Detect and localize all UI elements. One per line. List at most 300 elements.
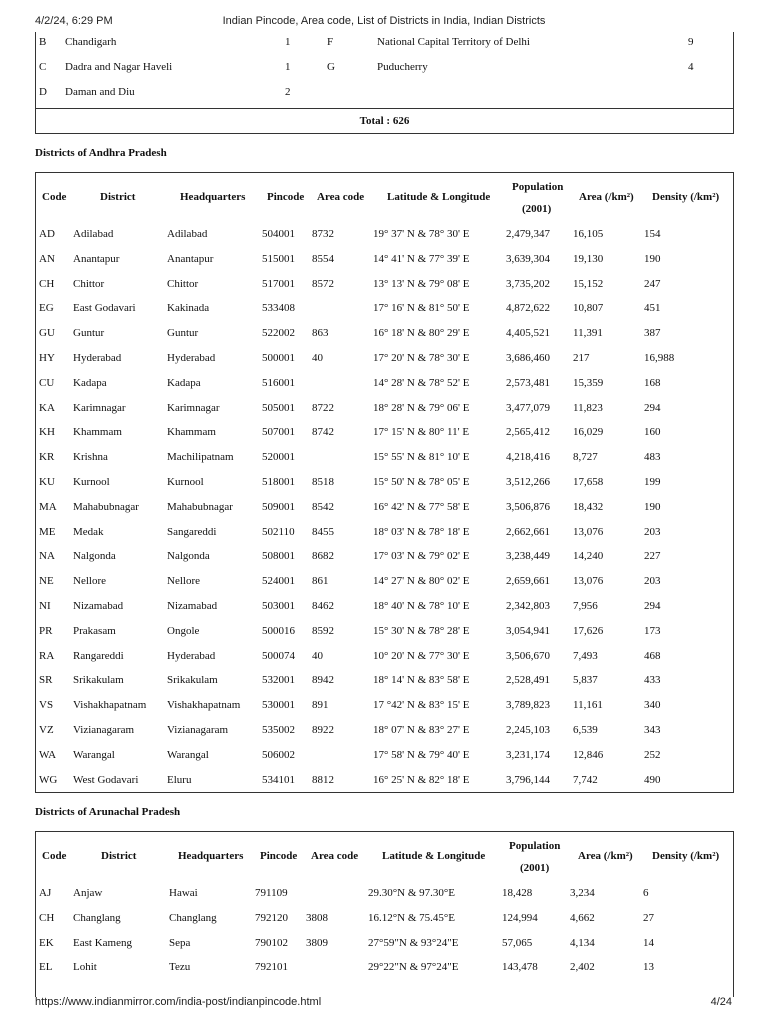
district-area: 13,076 — [573, 525, 604, 538]
table-row — [36, 620, 733, 644]
district-density: 154 — [644, 228, 661, 240]
district-area: 3,234 — [570, 887, 595, 899]
district-lat-long: 17° 16' N & 81° 50' E — [373, 302, 470, 315]
district-area: 7,493 — [573, 649, 598, 662]
district-name: Krishna — [73, 451, 108, 464]
summary-count: 4 — [688, 61, 694, 73]
district-population: 3,506,670 — [506, 649, 550, 662]
district-population: 3,789,823 — [506, 699, 550, 712]
col-header-headquarters: Headquarters — [180, 191, 246, 203]
district-code: NA — [39, 550, 55, 563]
table-row — [36, 545, 733, 569]
district-headquarters: Ongole — [167, 624, 200, 637]
district-population: 3,477,079 — [506, 401, 550, 414]
district-area: 8,727 — [573, 451, 598, 464]
district-population: 2,342,803 — [506, 600, 550, 612]
summary-count: 1 — [285, 61, 291, 73]
district-population: 2,245,103 — [506, 724, 550, 736]
district-area-code: 8572 — [312, 277, 334, 290]
table-row — [36, 82, 733, 106]
table-row — [36, 347, 733, 371]
district-area-code: 8592 — [312, 624, 334, 637]
district-lat-long: 14° 41' N & 77° 39' E — [373, 252, 470, 265]
district-lat-long: 17° 58' N & 79° 40' E — [373, 748, 470, 761]
district-area: 2,402 — [570, 961, 595, 974]
district-code: GU — [39, 327, 55, 340]
district-lat-long: 16.12°N & 75.45°E — [368, 911, 456, 924]
district-area-code: 40 — [312, 649, 323, 662]
district-code: VZ — [39, 724, 54, 736]
district-code: EK — [39, 936, 54, 949]
district-pincode: 790102 — [255, 936, 288, 949]
district-headquarters: Vishakhapatnam — [167, 699, 241, 712]
district-headquarters: Khammam — [167, 426, 216, 439]
district-headquarters: Machilipatnam — [167, 451, 234, 464]
district-population: 2,659,661 — [506, 575, 550, 588]
district-code: EG — [39, 302, 54, 315]
district-pincode: 509001 — [262, 500, 295, 513]
district-pincode: 507001 — [262, 426, 295, 439]
district-lat-long: 17° 15' N & 80° 11' E — [373, 426, 470, 439]
district-area: 217 — [573, 352, 590, 364]
district-area: 16,105 — [573, 228, 604, 240]
district-area-code: 8732 — [312, 228, 334, 240]
district-population: 18,428 — [502, 887, 533, 899]
district-lat-long: 15° 55' N & 81° 10' E — [373, 451, 470, 464]
table-row — [36, 446, 733, 470]
col-header-density: Density (/km²) — [652, 850, 720, 862]
district-headquarters: Nizamabad — [167, 600, 218, 612]
district-code: MA — [39, 500, 57, 513]
district-headquarters: Tezu — [169, 961, 191, 974]
district-headquarters: Kurnool — [167, 476, 204, 488]
district-pincode: 500001 — [262, 352, 295, 364]
district-headquarters: Anantapur — [167, 252, 214, 265]
summary-total: Total : 626 — [36, 108, 733, 133]
summary-count: 1 — [285, 36, 291, 48]
district-area-code: 8812 — [312, 773, 334, 786]
district-area-code: 8542 — [312, 500, 334, 513]
district-area-code: 3808 — [306, 911, 328, 924]
district-code: AD — [39, 228, 55, 240]
district-code: SR — [39, 674, 53, 687]
summary-count: 2 — [285, 86, 291, 98]
district-area-code: 8942 — [312, 674, 334, 687]
district-population: 3,231,174 — [506, 748, 550, 761]
district-headquarters: Warangal — [167, 748, 209, 761]
print-title: Indian Pincode, Area code, List of Districts in India, Indian Districts — [222, 15, 546, 27]
col-header-district: District — [100, 191, 136, 203]
district-headquarters: Hawai — [169, 887, 198, 899]
district-lat-long: 17 °42' N & 83° 15' E — [373, 699, 470, 712]
district-name: Srikakulam — [73, 674, 124, 687]
district-code: RA — [39, 649, 55, 662]
table-row — [36, 297, 733, 321]
district-area: 7,956 — [573, 600, 598, 612]
district-name: Kurnool — [73, 476, 110, 488]
col-header-code: Code — [42, 191, 67, 203]
district-headquarters: Eluru — [167, 773, 192, 786]
district-headquarters: Vizianagaram — [167, 724, 229, 736]
district-lat-long: 18° 14' N & 83° 58' E — [373, 674, 470, 687]
district-headquarters: Srikakulam — [167, 674, 218, 687]
district-code: VS — [39, 699, 54, 712]
district-name: Warangal — [73, 748, 115, 761]
district-headquarters: Nalgonda — [167, 550, 210, 563]
district-pincode: 535002 — [262, 724, 295, 736]
district-area: 4,662 — [570, 911, 595, 924]
district-lat-long: 18° 07' N & 83° 27' E — [373, 724, 470, 736]
district-name: East Godavari — [73, 302, 136, 315]
district-area-code: 8722 — [312, 401, 334, 414]
table-row — [36, 521, 733, 545]
district-name: Changlang — [73, 911, 121, 924]
district-name: East Kameng — [73, 936, 132, 949]
arunachal-section-title: Districts of Arunachal Pradesh — [35, 806, 181, 818]
col-header-population-year: (2001) — [520, 862, 550, 874]
district-headquarters: Hyderabad — [167, 352, 216, 364]
col-header-area: Area (/km²) — [578, 850, 633, 862]
district-lat-long: 15° 50' N & 78° 05' E — [373, 476, 470, 488]
district-lat-long: 15° 30' N & 78° 28' E — [373, 624, 470, 637]
district-population: 143,478 — [502, 961, 538, 974]
district-density: 387 — [644, 327, 661, 340]
district-code: NI — [39, 600, 51, 612]
district-lat-long: 18° 03' N & 78° 18' E — [373, 525, 470, 538]
district-area-code: 8554 — [312, 252, 334, 265]
district-pincode: 516001 — [262, 376, 295, 389]
district-code: PR — [39, 624, 53, 637]
district-name: Anjaw — [73, 887, 103, 899]
district-lat-long: 16° 18' N & 80° 29' E — [373, 327, 470, 340]
district-area-code: 40 — [312, 352, 323, 364]
col-header-code: Code — [42, 850, 67, 862]
summary-code: G — [327, 61, 335, 73]
district-density: 13 — [643, 961, 654, 974]
district-pincode: 508001 — [262, 550, 295, 563]
district-density: 190 — [644, 500, 661, 513]
district-lat-long: 19° 37' N & 78° 30' E — [373, 228, 470, 240]
summary-code: B — [39, 36, 47, 48]
district-lat-long: 29.30°N & 97.30°E — [368, 887, 456, 899]
district-code: AN — [39, 252, 55, 265]
district-lat-long: 13° 13' N & 79° 08' E — [373, 277, 470, 290]
district-pincode: 792120 — [255, 911, 288, 924]
district-name: Chittor — [73, 277, 105, 290]
district-name: Adilabad — [73, 228, 114, 240]
table-row — [36, 956, 733, 980]
summary-code: F — [327, 36, 334, 48]
district-lat-long: 16° 42' N & 77° 58' E — [373, 500, 470, 513]
table-row — [36, 32, 733, 56]
district-name: Vishakhapatnam — [73, 699, 147, 712]
district-area: 7,742 — [573, 773, 598, 786]
district-area-code: 861 — [312, 575, 329, 588]
district-density: 343 — [644, 724, 661, 736]
district-pincode: 515001 — [262, 252, 295, 265]
district-pincode: 506002 — [262, 748, 295, 761]
district-area-code: 863 — [312, 327, 329, 340]
district-name: Vizianagaram — [73, 724, 135, 736]
district-name: Nalgonda — [73, 550, 116, 563]
district-code: KR — [39, 451, 55, 464]
summary-name: National Capital Territory of Delhi — [377, 36, 530, 48]
district-area: 14,240 — [573, 550, 604, 563]
table-row — [36, 882, 733, 906]
district-area: 17,658 — [573, 476, 604, 488]
district-area-code: 8455 — [312, 525, 334, 538]
col-header-population-year: (2001) — [522, 203, 552, 215]
district-area: 19,130 — [573, 252, 604, 265]
district-density: 227 — [644, 550, 661, 563]
district-density: 190 — [644, 252, 661, 265]
district-name: West Godavari — [73, 773, 139, 786]
col-header-area-code: Area code — [317, 191, 365, 203]
print-page-number: 4/24 — [710, 996, 732, 1008]
col-header-population: Population — [512, 181, 564, 193]
table-row — [36, 223, 733, 247]
table-row — [36, 57, 733, 81]
district-density: 483 — [644, 451, 661, 464]
district-population: 3,512,266 — [506, 476, 550, 488]
district-pincode: 792101 — [255, 961, 288, 974]
district-population: 3,735,202 — [506, 277, 550, 290]
table-row — [36, 907, 733, 931]
table-row — [36, 669, 733, 693]
district-pincode: 533408 — [262, 302, 295, 315]
district-pincode: 502110 — [262, 525, 295, 538]
district-density: 14 — [643, 936, 654, 949]
district-pincode: 500016 — [262, 624, 295, 637]
summary-name: Puducherry — [377, 61, 428, 73]
district-area-code: 891 — [312, 699, 329, 712]
summary-name: Daman and Diu — [65, 86, 135, 98]
district-density: 203 — [644, 525, 661, 538]
district-population: 3,639,304 — [506, 252, 550, 265]
district-name: Khammam — [73, 426, 122, 439]
summary-name: Chandigarh — [65, 36, 117, 48]
col-header-area-code: Area code — [311, 850, 359, 862]
district-lat-long: 29°22"N & 97°24"E — [368, 961, 459, 974]
district-code: KH — [39, 426, 55, 439]
district-population: 3,796,144 — [506, 773, 550, 786]
district-lat-long: 18° 28' N & 79° 06' E — [373, 401, 470, 414]
district-name: Mahabubnagar — [73, 500, 139, 513]
table-row — [36, 273, 733, 297]
table-row — [36, 694, 733, 718]
table-row — [36, 397, 733, 421]
district-name: Nizamabad — [73, 600, 124, 612]
table-row — [36, 744, 733, 768]
col-header-lat-long: Latitude & Longitude — [382, 850, 486, 862]
district-code: WA — [39, 748, 57, 761]
district-area: 13,076 — [573, 575, 604, 588]
district-headquarters: Changlang — [169, 911, 217, 924]
district-lat-long: 18° 40' N & 78° 10' E — [373, 600, 470, 612]
col-header-pincode: Pincode — [260, 850, 298, 862]
district-lat-long: 16° 25' N & 82° 18' E — [373, 773, 470, 786]
district-code: ME — [39, 525, 56, 538]
arunachal-districts-table — [35, 831, 734, 997]
district-density: 294 — [644, 600, 661, 612]
district-code: HY — [39, 352, 55, 364]
district-code: CH — [39, 911, 55, 924]
summary-table — [35, 32, 734, 134]
district-density: 168 — [644, 376, 661, 389]
district-name: Medak — [73, 525, 104, 538]
district-code: CU — [39, 376, 55, 389]
print-datetime: 4/2/24, 6:29 PM — [35, 15, 113, 27]
district-area: 17,626 — [573, 624, 604, 637]
district-density: 252 — [644, 748, 661, 761]
district-pincode: 532001 — [262, 674, 295, 687]
district-density: 340 — [644, 699, 661, 712]
district-density: 173 — [644, 624, 661, 637]
district-area: 10,807 — [573, 302, 604, 315]
district-headquarters: Mahabubnagar — [167, 500, 233, 513]
district-area: 6,539 — [573, 724, 598, 736]
district-area: 11,161 — [573, 699, 603, 712]
district-pincode: 791109 — [255, 887, 288, 899]
district-area-code: 8518 — [312, 476, 334, 488]
district-headquarters: Chittor — [167, 277, 199, 290]
col-header-headquarters: Headquarters — [178, 850, 244, 862]
district-pincode: 518001 — [262, 476, 295, 488]
district-lat-long: 17° 03' N & 79° 02' E — [373, 550, 470, 563]
table-row — [36, 248, 733, 272]
district-population: 3,054,941 — [506, 624, 550, 637]
district-density: 160 — [644, 426, 661, 439]
district-pincode: 517001 — [262, 277, 295, 290]
district-density: 451 — [644, 302, 661, 315]
summary-code: C — [39, 61, 47, 73]
district-population: 3,686,460 — [506, 352, 550, 364]
district-name: Nellore — [73, 575, 106, 588]
district-lat-long: 27°59"N & 93°24"E — [368, 936, 459, 949]
andhra-districts-table — [35, 172, 734, 793]
district-density: 203 — [644, 575, 661, 588]
district-population: 2,528,491 — [506, 674, 550, 687]
district-headquarters: Hyderabad — [167, 649, 216, 662]
district-code: EL — [39, 961, 53, 974]
district-population: 2,573,481 — [506, 376, 550, 389]
district-population: 4,218,416 — [506, 451, 550, 464]
district-area-code: 8922 — [312, 724, 334, 736]
summary-count: 9 — [688, 36, 694, 48]
table-row — [36, 421, 733, 445]
district-density: 6 — [643, 887, 649, 899]
district-lat-long: 17° 20' N & 78° 30' E — [373, 352, 470, 364]
district-area: 15,359 — [573, 376, 604, 389]
district-lat-long: 14° 28' N & 78° 52' E — [373, 376, 470, 389]
summary-name: Dadra and Nagar Haveli — [65, 61, 173, 73]
district-pincode: 530001 — [262, 699, 295, 712]
district-population: 3,506,876 — [506, 500, 550, 513]
district-name: Prakasam — [73, 624, 116, 637]
district-area: 15,152 — [573, 277, 604, 290]
table-row — [36, 719, 733, 743]
col-header-area: Area (/km²) — [579, 191, 634, 203]
district-area-code: 3809 — [306, 936, 328, 949]
district-population: 2,565,412 — [506, 426, 550, 439]
district-area: 11,391 — [573, 327, 603, 340]
district-area: 16,029 — [573, 426, 604, 439]
district-density: 16,988 — [644, 352, 675, 364]
district-headquarters: Guntur — [167, 327, 199, 340]
table-row — [36, 932, 733, 956]
district-density: 490 — [644, 773, 661, 786]
district-headquarters: Kadapa — [167, 376, 201, 389]
district-pincode: 500074 — [262, 649, 295, 662]
district-name: Guntur — [73, 327, 105, 340]
district-name: Anantapur — [73, 252, 120, 265]
district-area-code: 8682 — [312, 550, 334, 563]
district-name: Lohit — [73, 961, 97, 974]
district-density: 294 — [644, 401, 661, 414]
table-row — [36, 496, 733, 520]
table-row — [36, 322, 733, 346]
district-code: CH — [39, 277, 55, 290]
table-row — [36, 769, 733, 793]
district-pincode: 504001 — [262, 228, 295, 240]
district-lat-long: 10° 20' N & 77° 30' E — [373, 649, 470, 662]
district-pincode: 505001 — [262, 401, 295, 414]
district-name: Hyderabad — [73, 352, 122, 364]
district-name: Rangareddi — [73, 649, 124, 662]
district-density: 468 — [644, 649, 661, 662]
district-area: 11,823 — [573, 401, 603, 414]
district-density: 247 — [644, 277, 661, 290]
district-pincode: 503001 — [262, 600, 295, 612]
district-headquarters: Sangareddi — [167, 525, 217, 538]
col-header-lat-long: Latitude & Longitude — [387, 191, 491, 203]
table-row — [36, 471, 733, 495]
district-pincode: 524001 — [262, 575, 295, 588]
district-area: 5,837 — [573, 674, 598, 687]
table-row — [36, 570, 733, 594]
district-area: 4,134 — [570, 936, 595, 949]
district-population: 124,994 — [502, 911, 538, 924]
district-population: 4,405,521 — [506, 327, 550, 340]
col-header-district: District — [101, 850, 137, 862]
district-name: Karimnagar — [73, 401, 126, 414]
district-density: 433 — [644, 674, 661, 687]
col-header-population: Population — [509, 840, 561, 852]
district-code: KU — [39, 476, 55, 488]
district-headquarters: Nellore — [167, 575, 200, 588]
district-pincode: 522002 — [262, 327, 295, 340]
district-pincode: 520001 — [262, 451, 295, 464]
district-area: 12,846 — [573, 748, 604, 761]
district-code: KA — [39, 401, 55, 414]
district-code: NE — [39, 575, 54, 588]
district-code: WG — [39, 773, 58, 786]
andhra-section-title: Districts of Andhra Pradesh — [35, 147, 167, 159]
district-area: 18,432 — [573, 500, 604, 513]
district-population: 57,065 — [502, 936, 533, 949]
district-population: 2,479,347 — [506, 228, 550, 240]
table-row — [36, 595, 733, 619]
district-area-code: 8462 — [312, 600, 334, 612]
table-row — [36, 372, 733, 396]
district-name: Kadapa — [73, 376, 107, 389]
district-headquarters: Sepa — [169, 936, 191, 949]
district-headquarters: Adilabad — [167, 228, 208, 240]
district-population: 2,662,661 — [506, 525, 550, 538]
col-header-pincode: Pincode — [267, 191, 305, 203]
district-population: 3,238,449 — [506, 550, 550, 563]
table-row — [36, 645, 733, 669]
